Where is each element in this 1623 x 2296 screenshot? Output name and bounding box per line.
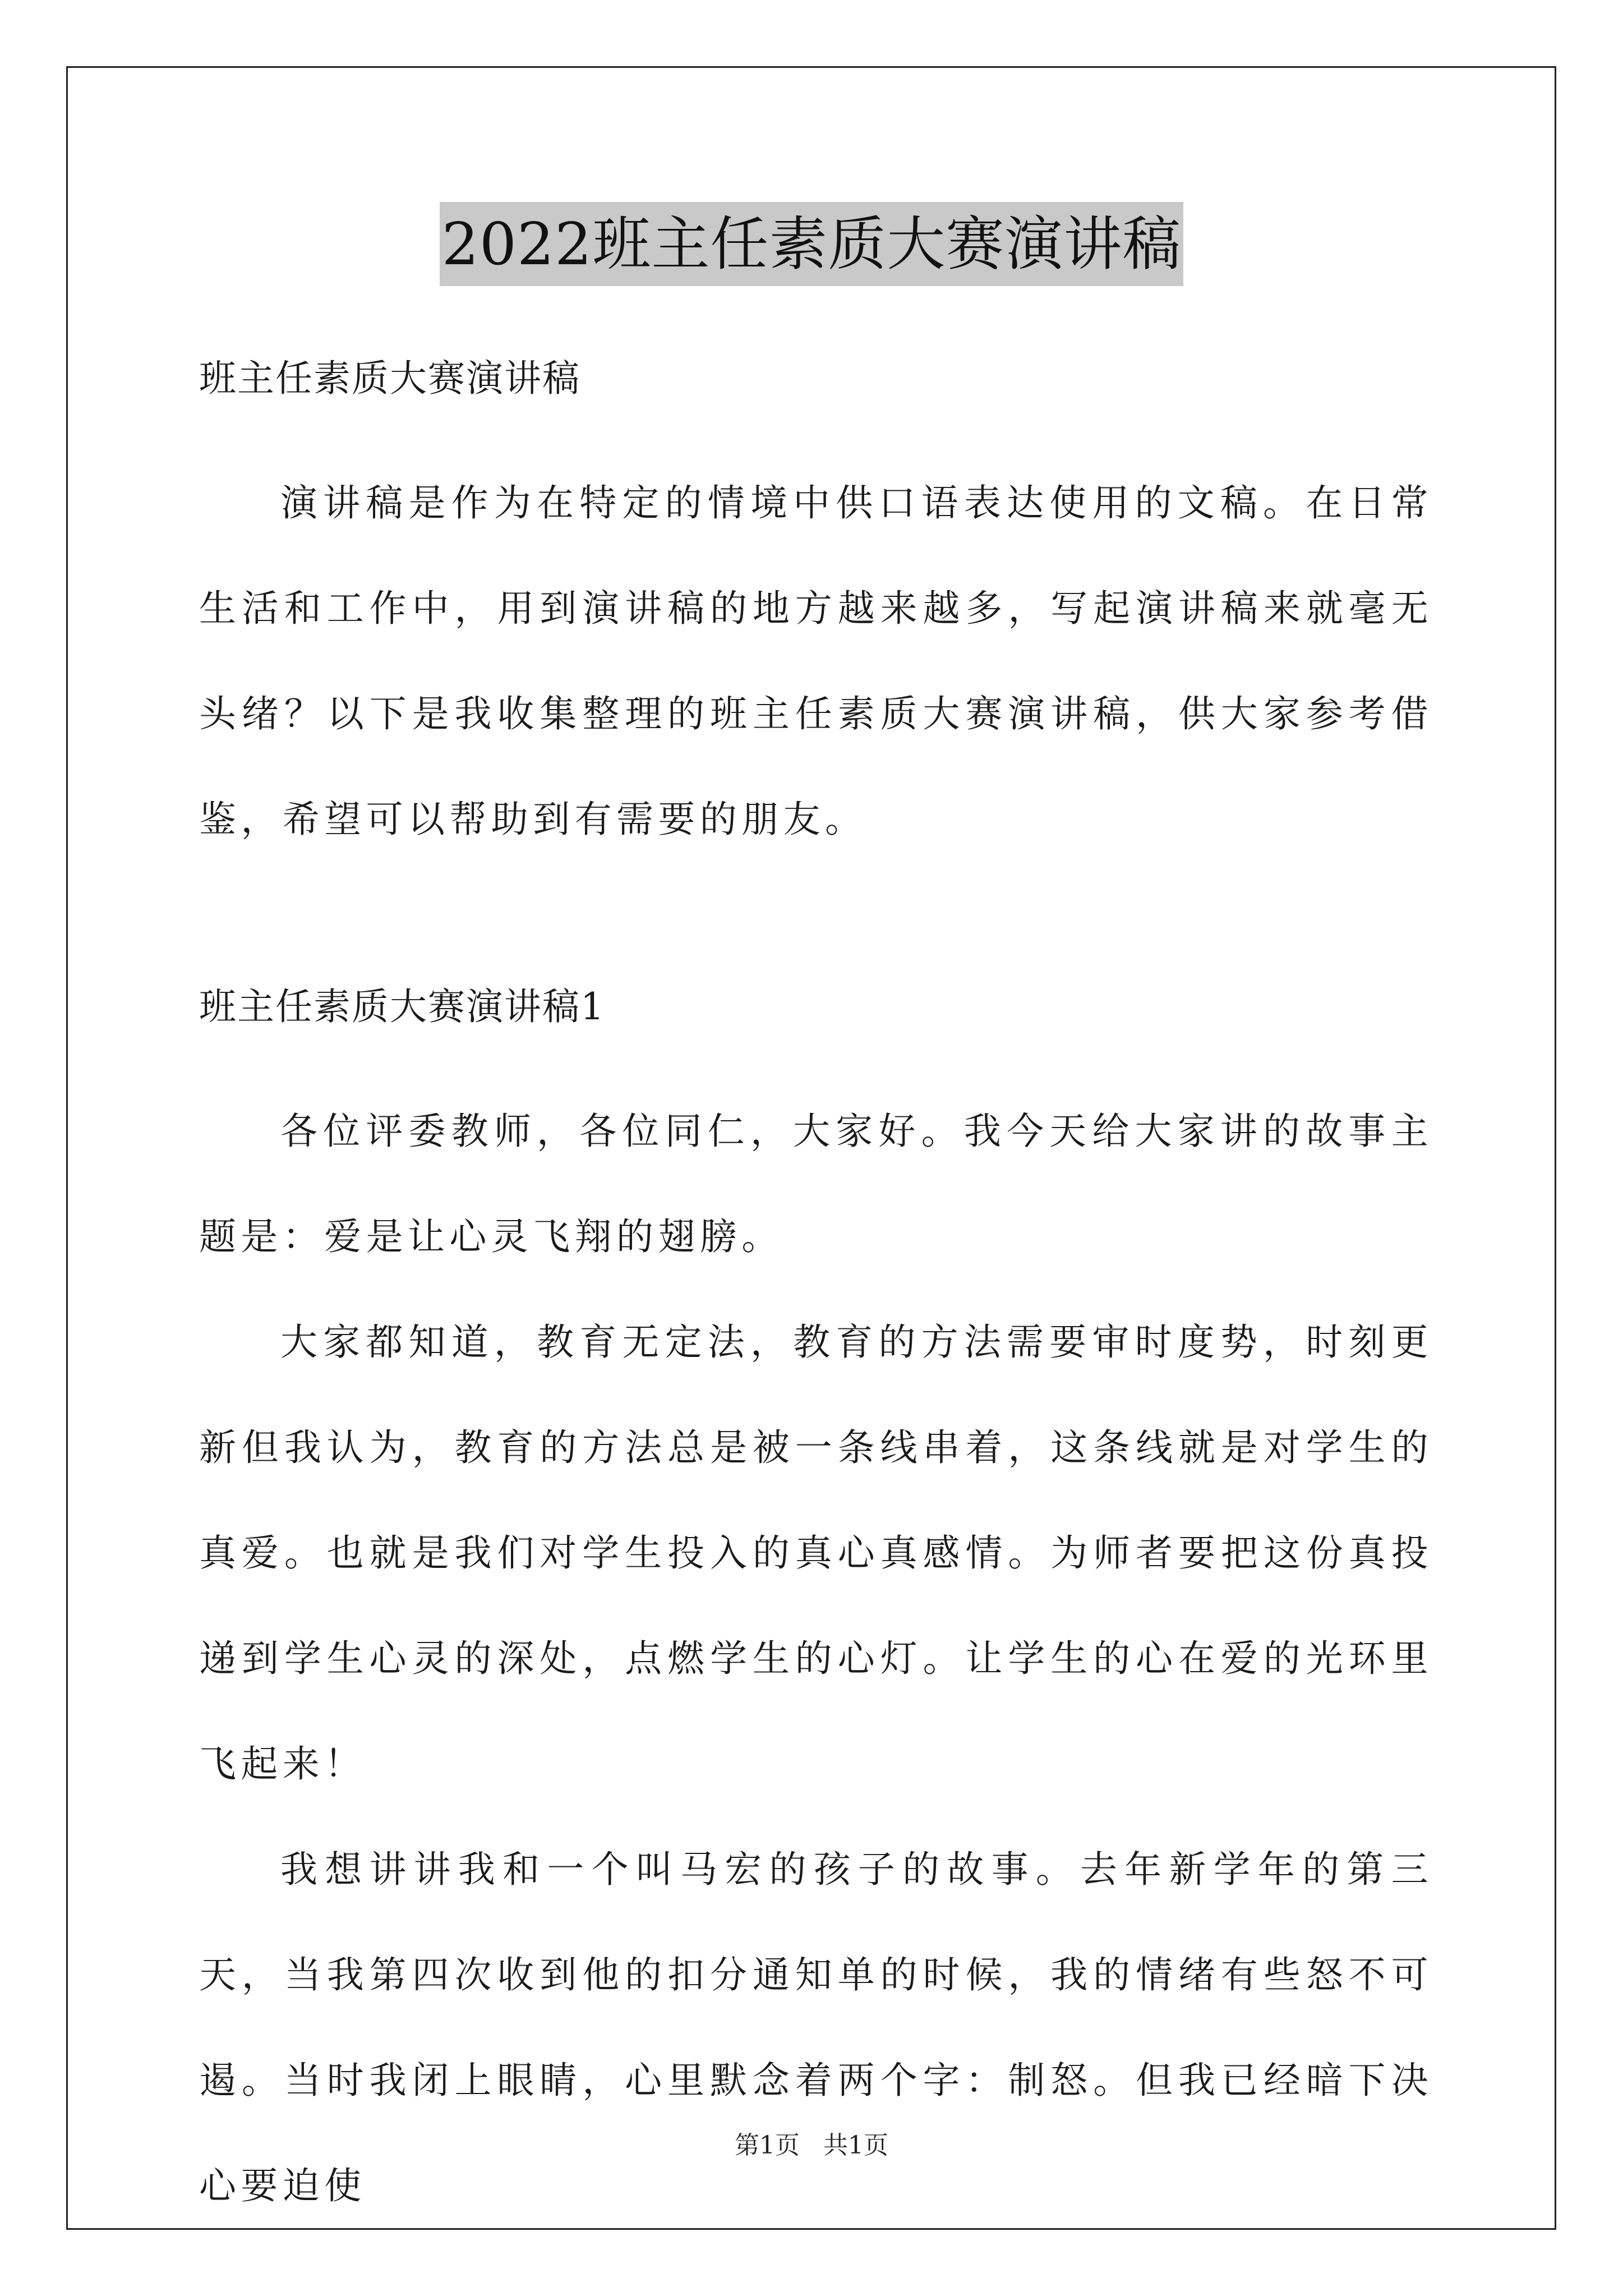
body-paragraph-1: 各位评委教师，各位同仁，大家好。我今天给大家讲的故事主题是：爱是让心灵飞翔的翅膀。 [199,1110,1433,1258]
title-container [0,202,1623,286]
intro-paragraph: 演讲稿是作为在特定的情境中供口语表达使用的文稿。在日常生活和工作中，用到演讲稿的地方越来越多，写起演讲稿来就毫无头绪？以下是我收集整理的班主任素质大赛演讲稿，供大家参考借鉴，希望可以帮助到有需要的朋友。 [199,481,1433,841]
body-paragraph-2: 大家都知道，教育无定法，教育的方法需要审时度势，时刻更新但我认为，教育的方法总是被一条线串着，这条线就是对学生的真爱。也就是我们对学生投入的真心真感情。为师者要把这份真投递到学生心灵的深处，点燃学生的心灯。让学生的心在爱的光环里飞起来！ [199,1320,1433,1786]
body-paragraph-3: 我想讲讲我和一个叫马宏的孩子的故事。去年新学年的第三天，当我第四次收到他的扣分通知单的时候，我的情绪有些怒不可遏。当时我闭上眼睛，心里默念着两个字：制怒。但我已经暗下决心要迫使 [199,1848,1433,2207]
page-footer [0,2129,1623,2162]
spacer [199,412,1433,450]
document-subtitle: 班主任素质大赛演讲稿 [199,357,580,400]
spacer [199,872,1433,973]
document-title: 2022班主任素质大赛演讲稿 [440,202,1184,286]
section-heading: 班主任素质大赛演讲稿1 [199,985,605,1028]
document-body [199,345,1433,2239]
page-total: 共1页 [823,2131,888,2160]
page-number: 第1页 [735,2131,800,2160]
spacer [199,1041,1433,1079]
